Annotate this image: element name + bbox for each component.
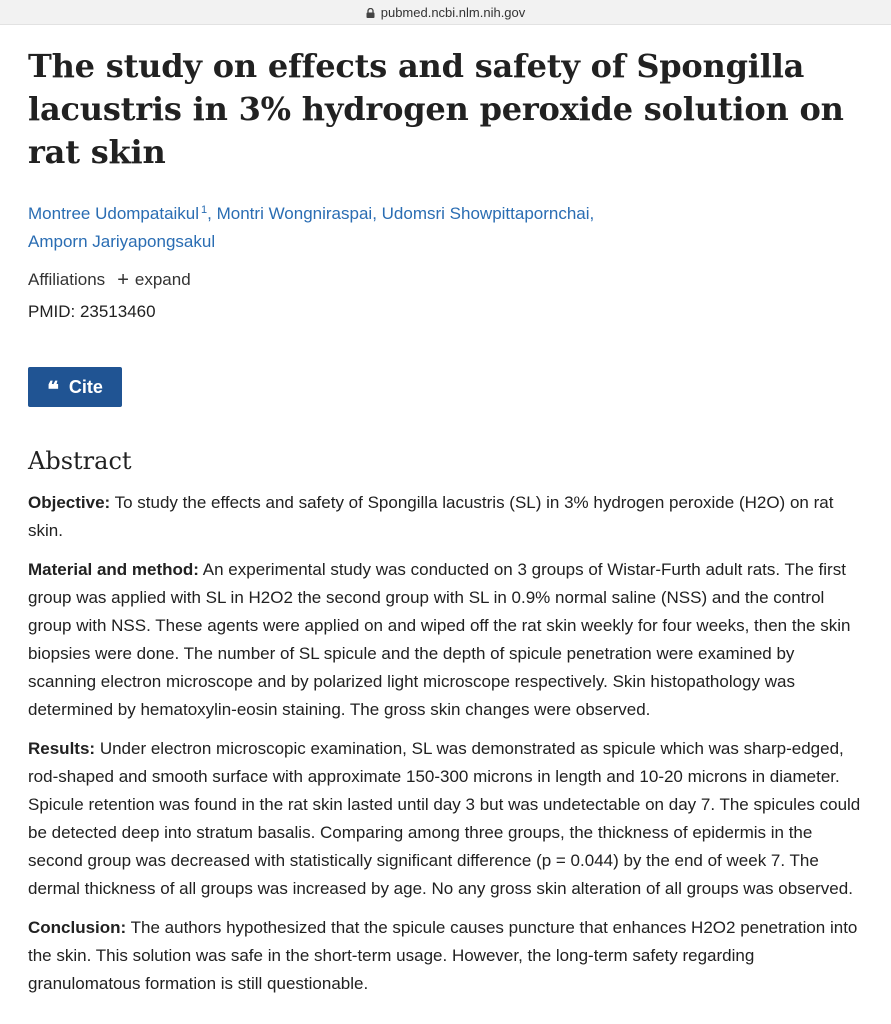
- quote-icon: ❝: [47, 377, 59, 403]
- cite-button[interactable]: [28, 367, 122, 407]
- author-list: Montree Udompataikul $^1$, Montri Wongniraspai, Udomsri Showpittapornchai, Amporn Jariyapongsakul: [28, 204, 595, 251]
- author-link[interactable]: Montree Udompataikul: [28, 204, 200, 223]
- cite-label: Cite: [68, 376, 103, 397]
- conclusion-text: The authors hypothesized that the spicule causes puncture that enhances H2O2 penetration into the skin. This solution was safe in the short-term usage. However, the long-term safety regarding granulomatous formation is still questionable.: [28, 918, 858, 993]
- affiliations-row: [28, 270, 863, 290]
- abstract-results: [28, 735, 863, 903]
- author-link[interactable]: Amporn Jariyapongsakul: [28, 232, 216, 251]
- affiliations-label: Affiliations: [28, 270, 106, 289]
- method-text: An experimental study was conducted on 3 groups of Wistar-Furth adult rats. The first group was applied with SL in H2O2 the second group with SL in 0.9% normal saline (NSS) and the control group with NSS. These agents were applied on and wiped off the rat skin weekly for four weeks, then the skin biopsies were done. The number of SL spicule and the depth of spicule penetration were examined by scanning electron microscope and by polarized light microscope respectively. Skin histopathology was determined by hematoxylin-eosin staining. The gross skin changes were observed.: [28, 560, 851, 719]
- method-label: Material and method:: [28, 560, 199, 579]
- article-content: [0, 45, 891, 998]
- author-link[interactable]: Udomsri Showpittapornchai: [381, 204, 590, 223]
- pmid: PMID: 23513460: [28, 302, 156, 321]
- results-label: Results:: [28, 739, 96, 758]
- url-text: pubmed.ncbi.nlm.nih.gov: [380, 4, 526, 20]
- lock-icon: [366, 8, 375, 18]
- abstract-conclusion: [28, 914, 863, 998]
- browser-address-bar[interactable]: [0, 0, 891, 25]
- abstract-heading: Abstract: [28, 447, 132, 475]
- plus-icon[interactable]: +: [117, 268, 129, 291]
- abstract-objective: [28, 489, 863, 545]
- conclusion-label: Conclusion:: [28, 918, 127, 937]
- objective-label: Objective:: [28, 493, 111, 512]
- objective-text: To study the effects and safety of Spongilla lacustris (SL) in 3% hydrogen peroxide (H2O) on rat skin.: [28, 493, 834, 540]
- abstract-method: [28, 556, 863, 724]
- affiliation-superscript[interactable]: 1: [201, 204, 208, 216]
- results-text: Under electron microscopic examination, SL was demonstrated as spicule which was sharp-edged, rod-shaped and smooth surface with approximate 150-300 microns in length and 10-20 microns in diameter. Spicule retention was found in the rat skin lasted until day 3 but was undetectable on day 7. The spicules could be detected deep into stratum basalis. Comparing among three groups, the thickness of epidermis in the second group was decreased with statistically significant difference (p = 0.044) by the end of week 7. The dermal thickness of all groups was increased by age. No any gross skin alteration of all groups was observed.: [28, 739, 861, 898]
- article-title: The study on effects and safety of Spongilla lacustris in 3% hydrogen peroxide solution on rat skin: [28, 47, 844, 171]
- author-link[interactable]: Montri Wongniraspai: [216, 204, 373, 223]
- expand-affiliations-button[interactable]: expand: [134, 270, 191, 289]
